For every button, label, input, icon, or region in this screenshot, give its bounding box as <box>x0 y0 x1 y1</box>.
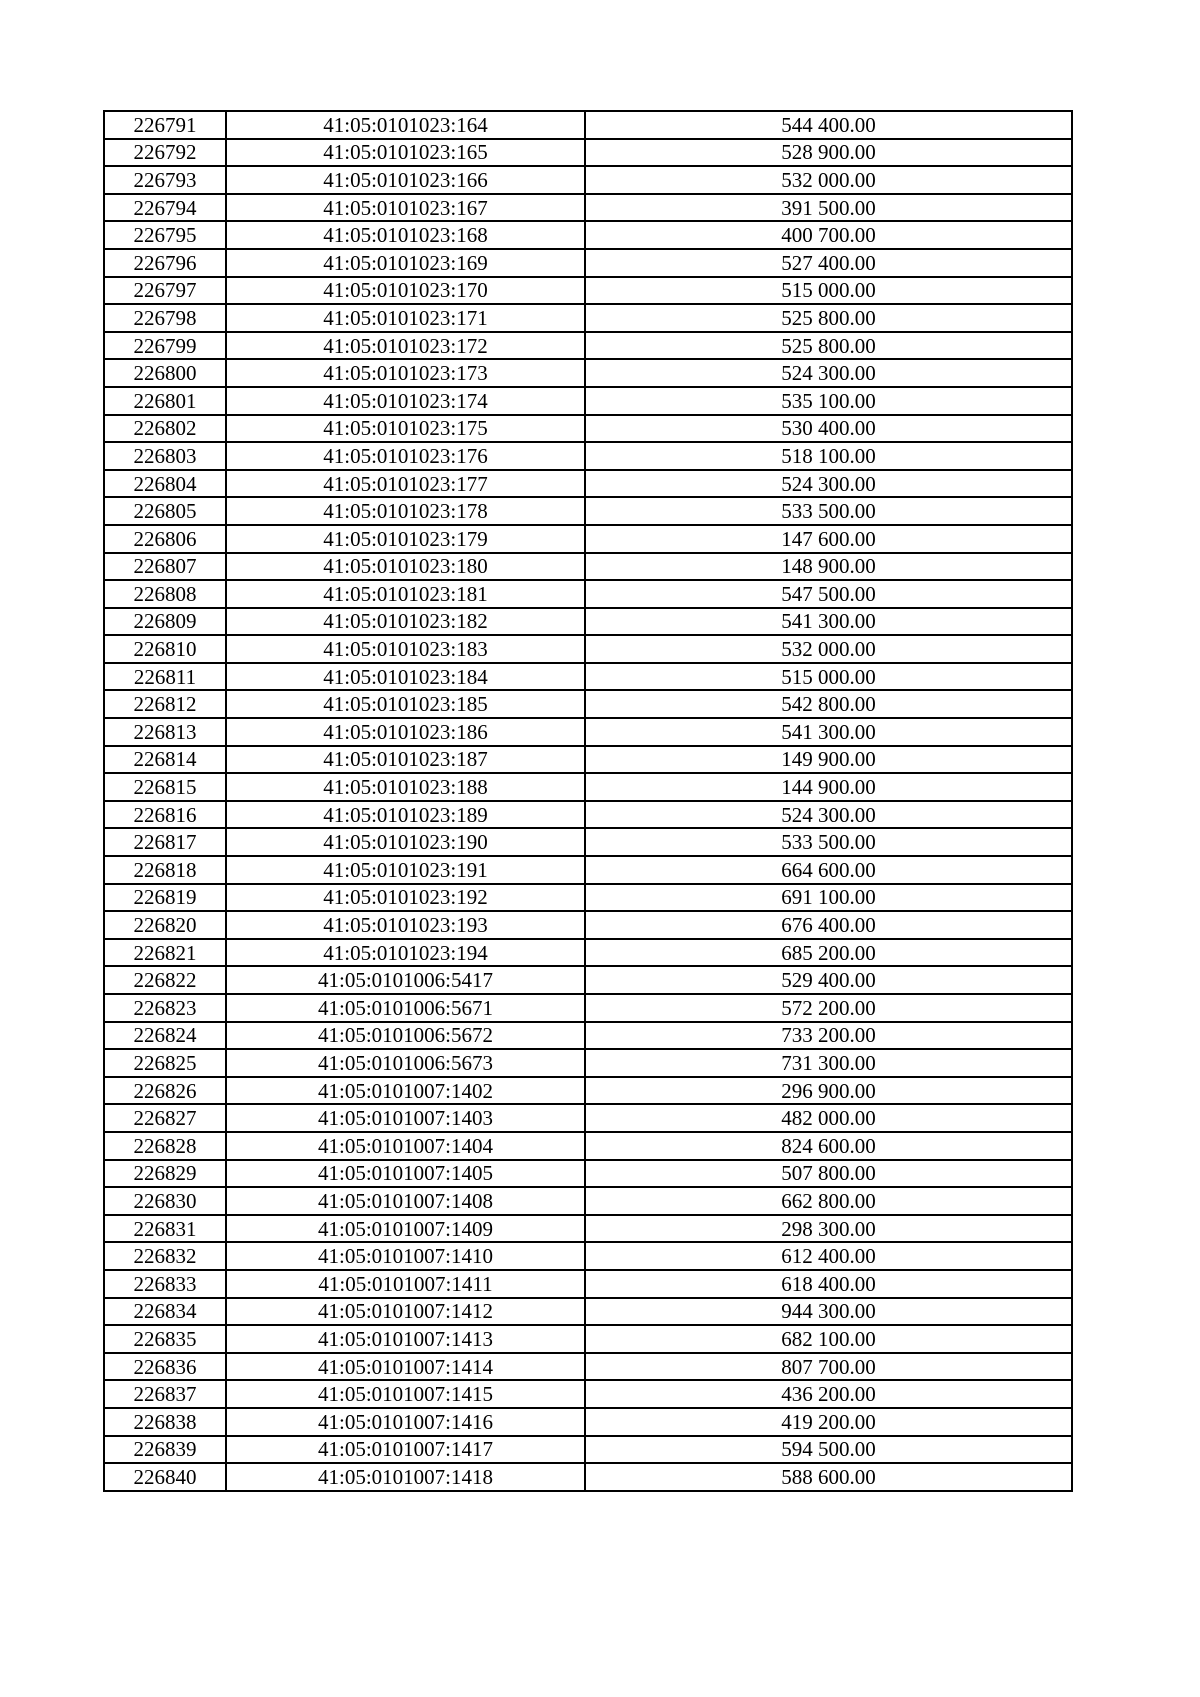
table-row <box>104 911 1072 939</box>
table-row <box>104 608 1072 636</box>
value-cell: 436 200.00 <box>585 1380 1072 1408</box>
value-cell: 296 900.00 <box>585 1077 1072 1105</box>
value-cell: 532 000.00 <box>585 166 1072 194</box>
row-number-cell: 226798 <box>104 304 226 332</box>
cadastral-number-cell: 41:05:0101007:1416 <box>226 1408 585 1436</box>
cadastral-number-cell: 41:05:0101023:191 <box>226 856 585 884</box>
value-cell: 515 000.00 <box>585 277 1072 305</box>
table-row <box>104 1022 1072 1050</box>
cadastral-number-cell: 41:05:0101007:1417 <box>226 1436 585 1464</box>
cadastral-number-cell: 41:05:0101023:175 <box>226 415 585 443</box>
cadastral-number-cell: 41:05:0101007:1418 <box>226 1463 585 1491</box>
cadastral-number-cell: 41:05:0101007:1409 <box>226 1215 585 1243</box>
table-row <box>104 359 1072 387</box>
table-row <box>104 773 1072 801</box>
row-number-cell: 226799 <box>104 332 226 360</box>
cadastral-number-cell: 41:05:0101023:185 <box>226 690 585 718</box>
value-cell: 541 300.00 <box>585 608 1072 636</box>
value-cell: 533 500.00 <box>585 497 1072 525</box>
cadastral-number-cell: 41:05:0101023:183 <box>226 635 585 663</box>
value-cell: 525 800.00 <box>585 332 1072 360</box>
row-number-cell: 226802 <box>104 415 226 443</box>
value-cell: 149 900.00 <box>585 746 1072 774</box>
cadastral-number-cell: 41:05:0101006:5671 <box>226 994 585 1022</box>
table-row <box>104 1463 1072 1491</box>
value-cell: 676 400.00 <box>585 911 1072 939</box>
cadastral-number-cell: 41:05:0101023:179 <box>226 525 585 553</box>
table-row <box>104 553 1072 581</box>
table-row <box>104 746 1072 774</box>
value-cell: 572 200.00 <box>585 994 1072 1022</box>
table-row <box>104 801 1072 829</box>
row-number-cell: 226824 <box>104 1022 226 1050</box>
cadastral-number-cell: 41:05:0101007:1408 <box>226 1187 585 1215</box>
value-cell: 147 600.00 <box>585 525 1072 553</box>
value-cell: 541 300.00 <box>585 718 1072 746</box>
cadastral-number-cell: 41:05:0101023:180 <box>226 553 585 581</box>
value-cell: 824 600.00 <box>585 1132 1072 1160</box>
row-number-cell: 226826 <box>104 1077 226 1105</box>
value-cell: 618 400.00 <box>585 1270 1072 1298</box>
row-number-cell: 226797 <box>104 277 226 305</box>
table-row <box>104 1160 1072 1188</box>
cadastral-number-cell: 41:05:0101023:172 <box>226 332 585 360</box>
row-number-cell: 226834 <box>104 1298 226 1326</box>
value-cell: 685 200.00 <box>585 939 1072 967</box>
cadastral-number-cell: 41:05:0101007:1402 <box>226 1077 585 1105</box>
row-number-cell: 226811 <box>104 663 226 691</box>
cadastral-number-cell: 41:05:0101023:194 <box>226 939 585 967</box>
value-cell: 525 800.00 <box>585 304 1072 332</box>
cadastral-number-cell: 41:05:0101023:171 <box>226 304 585 332</box>
table-row <box>104 415 1072 443</box>
row-number-cell: 226804 <box>104 470 226 498</box>
table-row <box>104 1353 1072 1381</box>
table-row <box>104 1242 1072 1270</box>
row-number-cell: 226837 <box>104 1380 226 1408</box>
value-cell: 535 100.00 <box>585 387 1072 415</box>
value-cell: 664 600.00 <box>585 856 1072 884</box>
cadastral-number-cell: 41:05:0101023:188 <box>226 773 585 801</box>
table-row <box>104 994 1072 1022</box>
row-number-cell: 226795 <box>104 221 226 249</box>
row-number-cell: 226838 <box>104 1408 226 1436</box>
row-number-cell: 226815 <box>104 773 226 801</box>
value-cell: 400 700.00 <box>585 221 1072 249</box>
cadastral-number-cell: 41:05:0101006:5673 <box>226 1049 585 1077</box>
table-row <box>104 442 1072 470</box>
value-cell: 662 800.00 <box>585 1187 1072 1215</box>
value-cell: 547 500.00 <box>585 580 1072 608</box>
value-cell: 594 500.00 <box>585 1436 1072 1464</box>
table-row <box>104 1049 1072 1077</box>
table-row <box>104 221 1072 249</box>
row-number-cell: 226803 <box>104 442 226 470</box>
table-row <box>104 1104 1072 1132</box>
cadastral-number-cell: 41:05:0101023:173 <box>226 359 585 387</box>
row-number-cell: 226816 <box>104 801 226 829</box>
cadastral-number-cell: 41:05:0101023:190 <box>226 828 585 856</box>
row-number-cell: 226827 <box>104 1104 226 1132</box>
value-cell: 588 600.00 <box>585 1463 1072 1491</box>
table-row <box>104 470 1072 498</box>
value-cell: 524 300.00 <box>585 359 1072 387</box>
row-number-cell: 226835 <box>104 1325 226 1353</box>
table-row <box>104 1215 1072 1243</box>
value-cell: 807 700.00 <box>585 1353 1072 1381</box>
row-number-cell: 226792 <box>104 139 226 167</box>
row-number-cell: 226812 <box>104 690 226 718</box>
table-row <box>104 966 1072 994</box>
row-number-cell: 226806 <box>104 525 226 553</box>
row-number-cell: 226807 <box>104 553 226 581</box>
row-number-cell: 226828 <box>104 1132 226 1160</box>
cadastral-number-cell: 41:05:0101006:5417 <box>226 966 585 994</box>
table-row <box>104 856 1072 884</box>
cadastral-number-cell: 41:05:0101023:181 <box>226 580 585 608</box>
table-row <box>104 1077 1072 1105</box>
value-cell: 524 300.00 <box>585 470 1072 498</box>
row-number-cell: 226813 <box>104 718 226 746</box>
cadastral-value-table <box>103 110 1073 1492</box>
table-row <box>104 304 1072 332</box>
table-row <box>104 1132 1072 1160</box>
row-number-cell: 226836 <box>104 1353 226 1381</box>
cadastral-number-cell: 41:05:0101007:1410 <box>226 1242 585 1270</box>
table-row <box>104 111 1072 139</box>
table-row <box>104 249 1072 277</box>
value-cell: 691 100.00 <box>585 884 1072 912</box>
cadastral-number-cell: 41:05:0101023:184 <box>226 663 585 691</box>
row-number-cell: 226829 <box>104 1160 226 1188</box>
row-number-cell: 226840 <box>104 1463 226 1491</box>
cadastral-number-cell: 41:05:0101007:1413 <box>226 1325 585 1353</box>
table-row <box>104 166 1072 194</box>
row-number-cell: 226830 <box>104 1187 226 1215</box>
cadastral-number-cell: 41:05:0101023:189 <box>226 801 585 829</box>
row-number-cell: 226808 <box>104 580 226 608</box>
cadastral-number-cell: 41:05:0101023:192 <box>226 884 585 912</box>
cadastral-number-cell: 41:05:0101023:164 <box>226 111 585 139</box>
row-number-cell: 226796 <box>104 249 226 277</box>
cadastral-number-cell: 41:05:0101023:187 <box>226 746 585 774</box>
table-row <box>104 139 1072 167</box>
value-cell: 733 200.00 <box>585 1022 1072 1050</box>
table-row <box>104 1187 1072 1215</box>
cadastral-number-cell: 41:05:0101007:1411 <box>226 1270 585 1298</box>
value-cell: 507 800.00 <box>585 1160 1072 1188</box>
row-number-cell: 226805 <box>104 497 226 525</box>
value-cell: 527 400.00 <box>585 249 1072 277</box>
value-cell: 144 900.00 <box>585 773 1072 801</box>
table-row <box>104 194 1072 222</box>
table-row <box>104 884 1072 912</box>
row-number-cell: 226794 <box>104 194 226 222</box>
row-number-cell: 226810 <box>104 635 226 663</box>
cadastral-number-cell: 41:05:0101023:174 <box>226 387 585 415</box>
value-cell: 533 500.00 <box>585 828 1072 856</box>
table-row <box>104 663 1072 691</box>
row-number-cell: 226818 <box>104 856 226 884</box>
cadastral-number-cell: 41:05:0101007:1415 <box>226 1380 585 1408</box>
value-cell: 391 500.00 <box>585 194 1072 222</box>
cadastral-number-cell: 41:05:0101007:1404 <box>226 1132 585 1160</box>
cadastral-number-cell: 41:05:0101023:177 <box>226 470 585 498</box>
value-cell: 542 800.00 <box>585 690 1072 718</box>
table-body <box>104 111 1072 1491</box>
row-number-cell: 226823 <box>104 994 226 1022</box>
value-cell: 518 100.00 <box>585 442 1072 470</box>
value-cell: 544 400.00 <box>585 111 1072 139</box>
row-number-cell: 226833 <box>104 1270 226 1298</box>
cadastral-number-cell: 41:05:0101006:5672 <box>226 1022 585 1050</box>
cadastral-number-cell: 41:05:0101023:178 <box>226 497 585 525</box>
value-cell: 528 900.00 <box>585 139 1072 167</box>
table-row <box>104 1298 1072 1326</box>
table-row <box>104 580 1072 608</box>
cadastral-number-cell: 41:05:0101007:1414 <box>226 1353 585 1381</box>
value-cell: 482 000.00 <box>585 1104 1072 1132</box>
table-row <box>104 1408 1072 1436</box>
row-number-cell: 226839 <box>104 1436 226 1464</box>
table-row <box>104 828 1072 856</box>
cadastral-number-cell: 41:05:0101023:170 <box>226 277 585 305</box>
row-number-cell: 226800 <box>104 359 226 387</box>
value-cell: 529 400.00 <box>585 966 1072 994</box>
table-row <box>104 1270 1072 1298</box>
value-cell: 148 900.00 <box>585 553 1072 581</box>
cadastral-number-cell: 41:05:0101023:168 <box>226 221 585 249</box>
row-number-cell: 226821 <box>104 939 226 967</box>
cadastral-number-cell: 41:05:0101007:1412 <box>226 1298 585 1326</box>
value-cell: 731 300.00 <box>585 1049 1072 1077</box>
row-number-cell: 226822 <box>104 966 226 994</box>
cadastral-number-cell: 41:05:0101023:167 <box>226 194 585 222</box>
value-cell: 515 000.00 <box>585 663 1072 691</box>
row-number-cell: 226814 <box>104 746 226 774</box>
row-number-cell: 226819 <box>104 884 226 912</box>
cadastral-number-cell: 41:05:0101023:169 <box>226 249 585 277</box>
value-cell: 524 300.00 <box>585 801 1072 829</box>
table-row <box>104 1380 1072 1408</box>
cadastral-number-cell: 41:05:0101023:193 <box>226 911 585 939</box>
cadastral-number-cell: 41:05:0101023:186 <box>226 718 585 746</box>
table-row <box>104 277 1072 305</box>
table-row <box>104 690 1072 718</box>
row-number-cell: 226825 <box>104 1049 226 1077</box>
table-row <box>104 332 1072 360</box>
table-row <box>104 939 1072 967</box>
table-row <box>104 1436 1072 1464</box>
value-cell: 530 400.00 <box>585 415 1072 443</box>
table-row <box>104 718 1072 746</box>
row-number-cell: 226832 <box>104 1242 226 1270</box>
cadastral-number-cell: 41:05:0101023:182 <box>226 608 585 636</box>
table-row <box>104 1325 1072 1353</box>
value-cell: 419 200.00 <box>585 1408 1072 1436</box>
table-row <box>104 635 1072 663</box>
table-row <box>104 525 1072 553</box>
table-row <box>104 497 1072 525</box>
row-number-cell: 226809 <box>104 608 226 636</box>
cadastral-number-cell: 41:05:0101023:166 <box>226 166 585 194</box>
cadastral-number-cell: 41:05:0101007:1405 <box>226 1160 585 1188</box>
value-cell: 612 400.00 <box>585 1242 1072 1270</box>
cadastral-number-cell: 41:05:0101007:1403 <box>226 1104 585 1132</box>
row-number-cell: 226831 <box>104 1215 226 1243</box>
value-cell: 532 000.00 <box>585 635 1072 663</box>
row-number-cell: 226820 <box>104 911 226 939</box>
table-row <box>104 387 1072 415</box>
row-number-cell: 226793 <box>104 166 226 194</box>
value-cell: 298 300.00 <box>585 1215 1072 1243</box>
value-cell: 682 100.00 <box>585 1325 1072 1353</box>
row-number-cell: 226801 <box>104 387 226 415</box>
cadastral-number-cell: 41:05:0101023:176 <box>226 442 585 470</box>
cadastral-number-cell: 41:05:0101023:165 <box>226 139 585 167</box>
row-number-cell: 226817 <box>104 828 226 856</box>
row-number-cell: 226791 <box>104 111 226 139</box>
value-cell: 944 300.00 <box>585 1298 1072 1326</box>
